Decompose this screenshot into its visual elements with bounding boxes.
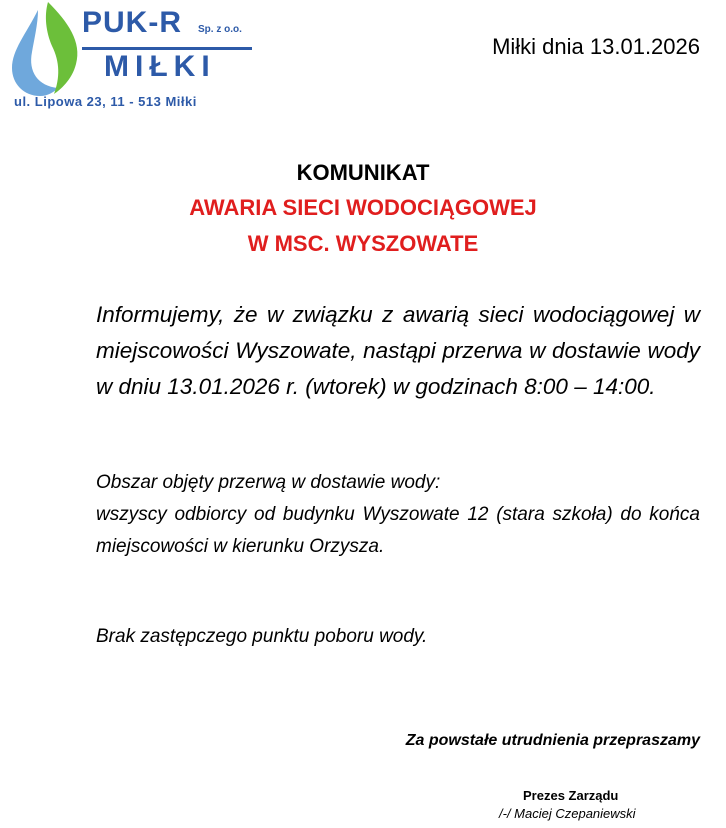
notice-title: KOMUNIKAT (296, 160, 430, 185)
affected-area-label: Obszar objęty przerwą w dostawie wody: (96, 472, 441, 493)
water-drop-leaf-icon (8, 2, 88, 102)
notice-subtitle-2: W MSC. WYSZOWATE (247, 231, 479, 256)
apology-text: Za powstałe utrudnienia przepraszamy (405, 732, 700, 749)
date-line: Miłki dnia 13.01.2026 (492, 34, 700, 59)
signature-title: Prezes Zarządu (523, 788, 619, 803)
logo-company-suffix: Sp. z o.o. (198, 24, 242, 35)
company-logo (8, 2, 258, 114)
no-water-point-notice: Brak zastępczego punktu poboru wody. (96, 626, 428, 647)
logo-city: MIŁKI (104, 50, 216, 83)
notice-subtitle-1: AWARIA SIECI WODOCIĄGOWEJ (189, 195, 537, 220)
signature-name: /-/ Maciej Czepaniewski (499, 806, 636, 821)
affected-area-text: wszyscy odbiorcy od budynku Wyszowate 12 (stara szkoła) do końca miejscowości w kierunku Orzysza. (96, 504, 700, 557)
logo-company-name: PUK-R (82, 6, 182, 39)
main-paragraph: Informujemy, że w związku z awarią sieci wodociągowej w miejscowości Wyszowate, nastąpi przerwa w dostawie wody w dniu 13.01.2026 r. (wtorek) w godzinach 8:00 – 14:00. (96, 302, 700, 399)
affected-area (96, 467, 700, 563)
logo-address: ul. Lipowa 23, 11 - 513 Miłki (14, 94, 197, 109)
